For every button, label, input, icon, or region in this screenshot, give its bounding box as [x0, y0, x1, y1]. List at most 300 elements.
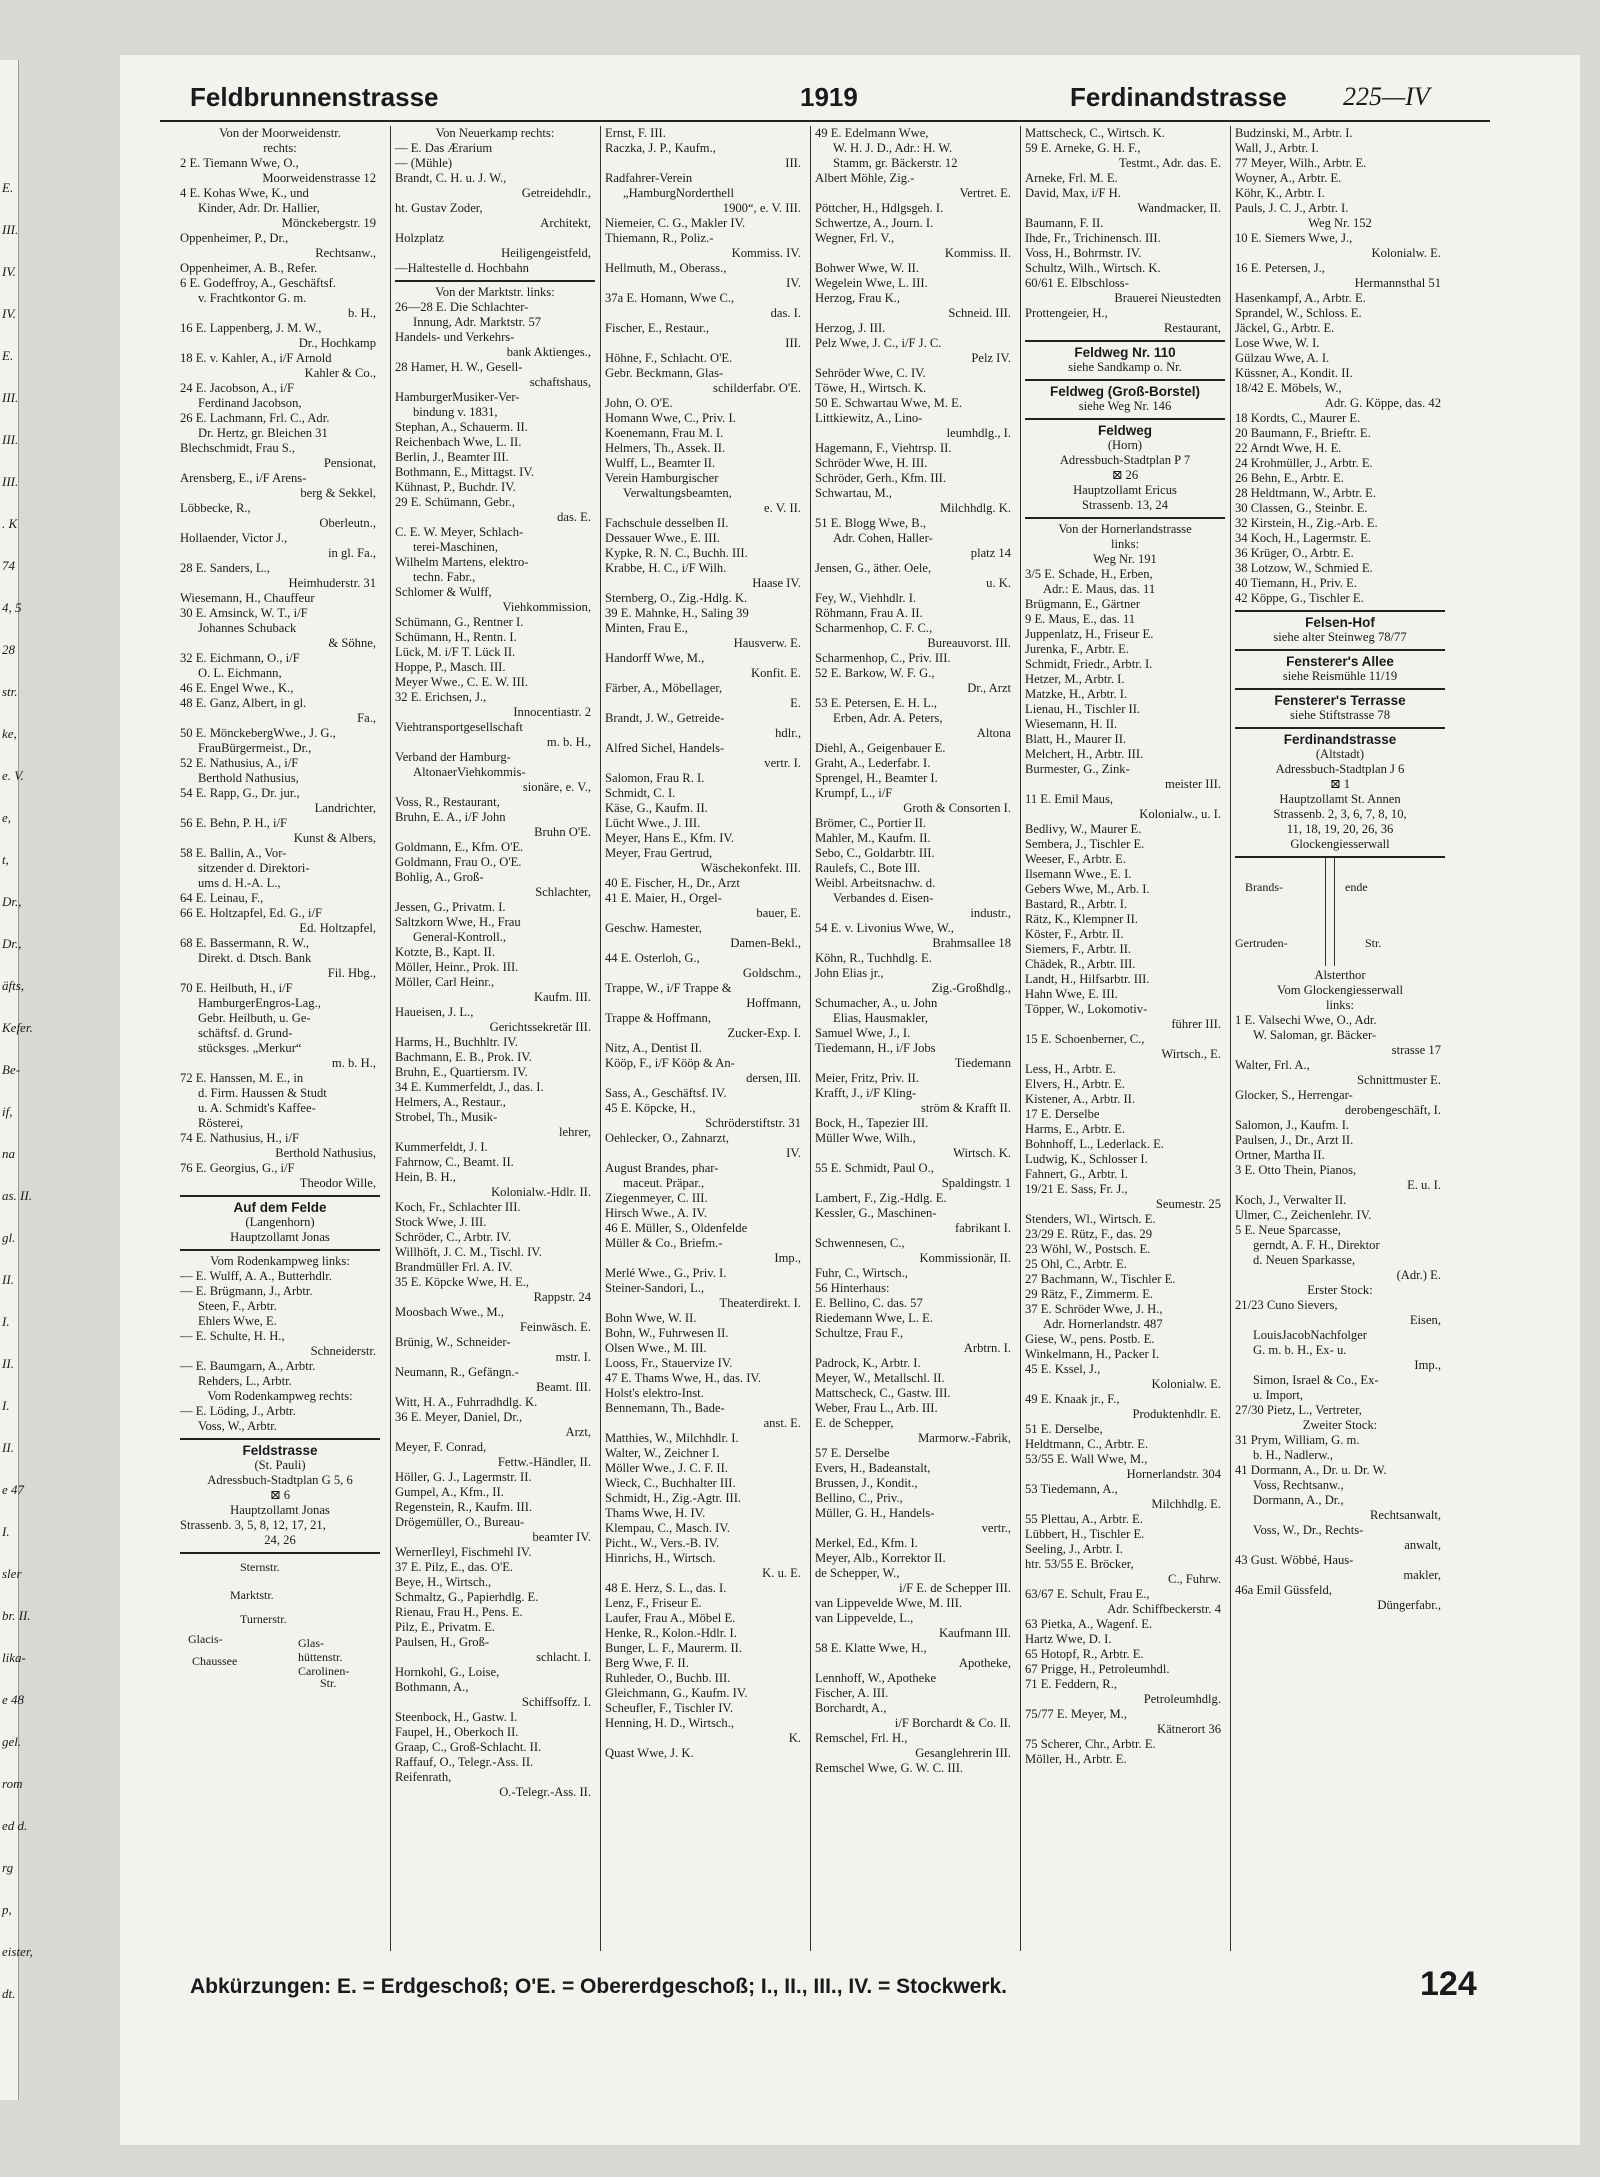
directory-entry: Architekt, — [540, 216, 591, 230]
directory-entry: 63 Pietka, A., Wagenf. E. — [1025, 1617, 1153, 1631]
directory-entry: Bohn, W., Fuhrwesen II. — [605, 1326, 729, 1340]
margin-fragment: 28 — [2, 642, 15, 657]
directory-entry: schäftsf. d. Grund- — [198, 1026, 293, 1040]
directory-entry: 35 E. Köpcke Wwe, H. E., — [395, 1275, 530, 1289]
directory-entry: Bohnhoff, L., Lederlack. E. — [1025, 1137, 1164, 1151]
directory-entry: Fischer, A. III. — [815, 1686, 889, 1700]
sketch-road — [1325, 858, 1335, 966]
directory-entry: Kessler, G., Maschinen- — [815, 1206, 937, 1220]
directory-entry: Schnittmuster E. — [1357, 1073, 1441, 1087]
directory-entry: 50 E. MönckebergWwe., J. G., — [180, 726, 336, 740]
directory-entry: Arbtrn. I. — [963, 1341, 1011, 1355]
directory-entry: Geschw. Hamester, — [605, 921, 702, 935]
directory-entry: Wiesemann, H., Chauffeur — [180, 591, 315, 605]
directory-entry: Löbbecke, R., — [180, 501, 251, 515]
directory-entry: Schneid. III. — [948, 306, 1011, 320]
directory-entry: Imp., — [1414, 1358, 1441, 1372]
directory-entry: Hetzer, M., Arbtr. I. — [1025, 672, 1125, 686]
directory-entry: rechts: — [263, 141, 297, 155]
directory-entry: Homann Wwe, C., Priv. I. — [605, 411, 736, 425]
header-left-street: Feldbrunnenstrasse — [190, 82, 439, 112]
directory-entry: Bennemann, Th., Bade- — [605, 1401, 725, 1415]
directory-entry: 11, 18, 19, 20, 26, 36 — [1286, 822, 1394, 836]
margin-fragment: III. — [2, 432, 19, 447]
directory-entry: FrauBürgermeist., Dr., — [198, 741, 312, 755]
sketch-street-label: Str. — [1365, 936, 1382, 950]
directory-entry: i/F Borchardt & Co. II. — [894, 1716, 1011, 1730]
directory-entry: vertr., — [981, 1521, 1011, 1535]
sketch-street-label: Turnerstr. — [240, 1612, 287, 1626]
directory-entry: 21/23 Cuno Sievers, — [1235, 1298, 1338, 1312]
directory-entry: Bruhn, E., Quartiersm. IV. — [395, 1065, 528, 1079]
directory-entry: E. u. I. — [1407, 1178, 1441, 1192]
directory-entry: ums d. H.-A. L., — [198, 876, 281, 890]
directory-entry: 52 E. Nathusius, A., i/F — [180, 756, 299, 770]
directory-entry: Oppenheimer, A. B., Refer. — [180, 261, 318, 275]
directory-entry: Möller Wwe., J. C. F. II. — [605, 1461, 728, 1475]
directory-entry: Adr. Hornerlandstr. 487 — [1043, 1317, 1163, 1331]
directory-entry: siehe Sandkamp o. Nr. — [1068, 360, 1182, 374]
directory-entry: Bohn Wwe, W. II. — [605, 1311, 697, 1325]
directory-entry: Giese, W., pens. Postb. E. — [1025, 1332, 1155, 1346]
directory-entry: Mattscheck, C., Gastw. III. — [815, 1386, 951, 1400]
directory-entry: 46a Emil Güssfeld, — [1235, 1583, 1332, 1597]
directory-entry: Siemers, F., Arbtr. II. — [1025, 942, 1132, 956]
directory-entry: Rösterei, — [198, 1116, 244, 1130]
directory-entry: Scharmenhop, C. F. C., — [815, 621, 933, 635]
column-2 — [395, 126, 595, 1951]
section-heading: Feldweg Nr. 110 — [1025, 340, 1225, 360]
directory-entry: AltonaerViehkommis- — [413, 765, 526, 779]
directory-entry: Lücht Wwe., J. III. — [605, 816, 701, 830]
directory-entry: ström & Krafft II. — [920, 1101, 1011, 1115]
margin-fragment: e, — [2, 810, 12, 825]
directory-entry: Adr.: E. Maus, das. 11 — [1043, 582, 1156, 596]
directory-entry: Adr. Schiffbeckerstr. 4 — [1107, 1602, 1221, 1616]
directory-entry: Glocker, S., Herrengar- — [1235, 1088, 1353, 1102]
directory-entry: Bunger, L. F., Maurerm. II. — [605, 1641, 742, 1655]
directory-entry: Voss, W., Arbtr. — [198, 1419, 277, 1433]
directory-entry: Schultz, Wilh., Wirtsch. K. — [1025, 261, 1161, 275]
directory-entry: (Altstadt) — [1315, 747, 1365, 761]
directory-entry: Steenbock, H., Gastw. I. — [395, 1710, 518, 1724]
margin-fragment: str. — [2, 684, 18, 699]
directory-entry: Albert Möhle, Zig.- — [815, 171, 915, 185]
directory-entry: Pauls, J. C. J., Arbtr. I. — [1235, 201, 1349, 215]
directory-entry: 26 Behn, E., Arbtr. E. — [1235, 471, 1344, 485]
directory-entry: Graap, C., Groß-Schlacht. II. — [395, 1740, 542, 1754]
directory-entry: Arzt, — [565, 1425, 591, 1439]
margin-fragment: lika- — [2, 1650, 26, 1665]
directory-entry: 39 E. Mahnke, H., Saling 39 — [605, 606, 749, 620]
directory-entry: Diehl, A., Geigenbauer E. — [815, 741, 946, 755]
directory-entry: Hagemann, F., Viehtrsp. II. — [815, 441, 952, 455]
directory-entry: das. I. — [770, 306, 801, 320]
directory-entry: Fil. Hbg., — [327, 966, 376, 980]
directory-entry: Arneke, Frl. M. E. — [1025, 171, 1118, 185]
directory-entry: Wäschekonfekt. III. — [700, 861, 801, 875]
header-right-street: Ferdinandstrasse — [1070, 82, 1287, 112]
margin-fragment: E. — [2, 180, 14, 195]
directory-entry: b. H., — [348, 306, 376, 320]
directory-entry: Padrock, K., Arbtr. I. — [815, 1356, 921, 1370]
directory-entry: Strassenb. 3, 5, 8, 12, 17, 21, — [180, 1518, 326, 1532]
directory-entry: Fuhr, C., Wirtsch., — [815, 1266, 908, 1280]
directory-entry: 54 E. v. Livonius Wwe, W., — [815, 921, 954, 935]
directory-entry: Remschel Wwe, G. W. C. III. — [815, 1761, 964, 1775]
directory-entry: m. b. H., — [331, 1056, 376, 1070]
directory-entry: Looss, Fr., Stauervize IV. — [605, 1356, 733, 1370]
directory-entry: Adressbuch-Stadtplan G 5, 6 — [207, 1473, 353, 1487]
directory-entry: Willhöft, J. C. M., Tischl. IV. — [395, 1245, 542, 1259]
margin-fragment: I. — [2, 1524, 10, 1539]
directory-entry: Beamt. III. — [536, 1380, 591, 1394]
directory-entry: Haase IV. — [752, 576, 801, 590]
directory-entry: David, Max, i/F H. — [1025, 186, 1121, 200]
directory-entry: Wandmacker, II. — [1137, 201, 1221, 215]
directory-entry: Seeling, J., Arbtr. I. — [1025, 1542, 1123, 1556]
directory-entry: lehrer, — [558, 1125, 591, 1139]
directory-entry: Blatt, H., Maurer II. — [1025, 732, 1127, 746]
directory-entry: siehe Stiftstrasse 78 — [1289, 708, 1391, 722]
directory-entry: Burmester, G., Zink- — [1025, 762, 1130, 776]
directory-entry: Brandt, J. W., Getreide- — [605, 711, 725, 725]
directory-entry: Vom Glockengiesserwall — [1276, 983, 1404, 997]
directory-entry: Schröderstiftstr. 31 — [705, 1116, 801, 1130]
directory-entry: Pensionat, — [323, 456, 376, 470]
directory-entry: Lübbert, H., Tischler E. — [1025, 1527, 1145, 1541]
directory-entry: 49 E. Edelmann Wwe, — [815, 126, 929, 140]
directory-entry: Ziegenmeyer, C. III. — [605, 1191, 708, 1205]
directory-entry: Wiesemann, H. II. — [1025, 717, 1118, 731]
directory-entry: Handorff Wwe, M., — [605, 651, 705, 665]
directory-entry: 34 E. Kummerfeldt, J., das. I. — [395, 1080, 544, 1094]
directory-entry: Goldmann, E., Kfm. O'E. — [395, 840, 524, 854]
directory-entry: 18 E. v. Kahler, A., i/F Arnold — [180, 351, 332, 365]
margin-fragment: I. — [2, 1314, 10, 1329]
directory-entry: 56 E. Behn, P. H., i/F — [180, 816, 288, 830]
directory-entry: Stenders, Wl., Wirtsch. E. — [1025, 1212, 1156, 1226]
directory-entry: Fettw.-Händler, II. — [497, 1455, 591, 1469]
directory-entry: führer III. — [1171, 1017, 1221, 1031]
column-divider — [390, 126, 391, 1951]
directory-entry: Salomon, Frau R. I. — [605, 771, 705, 785]
margin-fragment: II. — [2, 1440, 14, 1455]
directory-entry: Steen, F., Arbtr. — [198, 1299, 277, 1313]
directory-entry: Schmaltz, G., Papierhdlg. E. — [395, 1590, 539, 1604]
directory-entry: Berlin, J., Beamter III. — [395, 450, 509, 464]
directory-entry: 60/61 E. Elbschloss- — [1025, 276, 1129, 290]
directory-entry: Lenz, F., Friseur E. — [605, 1596, 702, 1610]
directory-entry: sionäre, e. V., — [522, 780, 591, 794]
directory-entry: Hoffmann, — [746, 996, 801, 1010]
directory-entry: Verwaltungsbeamten, — [623, 486, 732, 500]
page-number: 124 — [1420, 1965, 1477, 2003]
directory-entry: Krafft, J., i/F Kling- — [815, 1086, 917, 1100]
directory-entry: Melchert, H., Arbtr. III. — [1025, 747, 1144, 761]
directory-entry: Strassenb. 13, 24 — [1081, 498, 1169, 512]
directory-entry: Kaufmann III. — [938, 1626, 1011, 1640]
directory-entry: Littkiewitz, A., Lino- — [815, 411, 923, 425]
sketch-street-label: Chaussee — [192, 1654, 238, 1668]
directory-entry: Ruhleder, O., Buchb. III. — [605, 1671, 731, 1685]
directory-entry: siehe Weg Nr. 146 — [1078, 399, 1172, 413]
directory-entry: Chädek, R., Arbtr. III. — [1025, 957, 1136, 971]
directory-entry: beamter IV. — [532, 1530, 591, 1544]
directory-entry: Less, H., Arbtr. E. — [1025, 1062, 1116, 1076]
directory-entry: Scheufler, F., Tischler IV. — [605, 1701, 734, 1715]
directory-entry: 48 E. Herz, S. L., das. I. — [605, 1581, 727, 1595]
directory-entry: Juppenlatz, H., Friseur E. — [1025, 627, 1154, 641]
directory-entry: 51 E. Blogg Wwe, B., — [815, 516, 927, 530]
directory-entry: Holzplatz — [395, 231, 444, 245]
directory-entry: Simon, Israel & Co., Ex- — [1253, 1373, 1379, 1387]
directory-entry: Voss, R., Restaurant, — [395, 795, 500, 809]
margin-fragment: p, — [2, 1902, 12, 1917]
margin-fragment: 74 — [2, 558, 15, 573]
directory-entry: Winkelmann, H., Packer I. — [1025, 1347, 1160, 1361]
directory-entry: Kommiss. IV. — [731, 246, 801, 260]
directory-entry: Bureauvorst. III. — [927, 636, 1011, 650]
directory-entry: 68 E. Bassermann, R. W., — [180, 936, 310, 950]
directory-entry: 27/30 Pietz, L., Vertreter, — [1235, 1403, 1362, 1417]
section-heading: Auf dem Felde — [180, 1195, 380, 1215]
directory-entry: Niemeier, C. G., Makler IV. — [605, 216, 746, 230]
directory-entry: E. de Schepper, — [815, 1416, 894, 1430]
directory-entry: Testmt., Adr. das. E. — [1119, 156, 1221, 170]
directory-entry: Rechtsanwalt, — [1370, 1508, 1441, 1522]
directory-entry: Meyer, F. Conrad, — [395, 1440, 487, 1454]
directory-entry: & Söhne, — [328, 636, 376, 650]
directory-entry: makler, — [1403, 1568, 1441, 1582]
directory-entry: Töpper, W., Lokomotiv- — [1025, 1002, 1148, 1016]
directory-entry: Moosbach Wwe., M., — [395, 1305, 504, 1319]
directory-entry: Petroleumhdlg. — [1143, 1692, 1221, 1706]
directory-entry: Sehröder Wwe, C. IV. — [815, 366, 926, 380]
directory-entry: Helmers, A., Restaur., — [395, 1095, 506, 1109]
directory-entry: 9 E. Maus, E., das. 11 — [1025, 612, 1136, 626]
directory-entry: 76 E. Georgius, G., i/F — [180, 1161, 295, 1175]
directory-entry: Bruhn, E. A., i/F John — [395, 810, 506, 824]
directory-entry: 58 E. Ballin, A., Vor- — [180, 846, 287, 860]
directory-entry: Minten, Frau E., — [605, 621, 688, 635]
directory-entry: Rappstr. 24 — [533, 1290, 591, 1304]
directory-entry: Elvers, H., Arbtr. E. — [1025, 1077, 1126, 1091]
directory-entry: Kinder, Adr. Dr. Hallier, — [198, 201, 320, 215]
directory-entry: 54 E. Rapp, G., Dr. jur., — [180, 786, 300, 800]
directory-entry: „HamburgNorderthell — [623, 186, 734, 200]
directory-entry: General-Kontroll., — [413, 930, 507, 944]
margin-fragment: Dr., — [2, 936, 22, 951]
directory-entry: W. H. J. D., Adr.: H. W. — [833, 141, 953, 155]
directory-entry: Konfit. E. — [750, 666, 801, 680]
directory-entry: Bohlig, A., Groß- — [395, 870, 484, 884]
directory-entry: Dormann, A., Dr., — [1253, 1493, 1344, 1507]
directory-entry: Direkt. d. Dtsch. Bank — [198, 951, 312, 965]
directory-entry: Merlé Wwe., G., Priv. I. — [605, 1266, 727, 1280]
directory-entry: Pelz Wwe, J. C., i/F J. C. — [815, 336, 942, 350]
directory-entry: Schümann, H., Rentn. I. — [395, 630, 517, 644]
sketch-street-label: Sternstr. — [240, 1560, 280, 1574]
margin-fragment: br. II. — [2, 1608, 31, 1623]
directory-entry: 57 E. Derselbe — [815, 1446, 890, 1460]
directory-entry: Tiedemann, H., i/F Jobs — [815, 1041, 936, 1055]
directory-entry: Meyer, Frau Gertrud, — [605, 846, 713, 860]
directory-entry: 11 E. Emil Maus, — [1025, 792, 1114, 806]
section-heading: Fensterer's Allee — [1235, 649, 1445, 669]
directory-entry: Laufer, Frau A., Möbel E. — [605, 1611, 736, 1625]
directory-entry: Getreidehdlr., — [521, 186, 591, 200]
header-page: 225—IV — [1343, 82, 1430, 111]
directory-entry: Graht, A., Lederfabr. I. — [815, 756, 931, 770]
directory-entry: Kommiss. II. — [944, 246, 1011, 260]
abbreviations-legend: Abkürzungen: E. = Erdgeschoß; O'E. = Obererdgeschoß; I., II., III., IV. = Stockwerk. — [190, 1975, 1008, 1998]
previous-page-edge — [0, 60, 22, 2100]
directory-entry: Klempau, C., Masch. IV. — [605, 1521, 730, 1535]
margin-fragment: III. — [2, 222, 19, 237]
directory-entry: Adressbuch-Stadtplan J 6 — [1275, 762, 1405, 776]
directory-entry: Eisen, — [1409, 1313, 1441, 1327]
directory-entry: Bothmann, E., Mittagst. IV. — [395, 465, 534, 479]
directory-entry: Ortner, Martha II. — [1235, 1148, 1325, 1162]
directory-entry: 41 Dormann, A., Dr. u. Dr. W. — [1235, 1463, 1387, 1477]
directory-entry: Lennhoff, W., Apotheke — [815, 1671, 937, 1685]
directory-entry: Wirtsch. K. — [953, 1146, 1011, 1160]
directory-entry: Meyer, Alb., Korrektor II. — [815, 1551, 946, 1565]
directory-entry: van Lippevelde, L., — [815, 1611, 914, 1625]
directory-entry: Restaurant, — [1163, 321, 1221, 335]
margin-fragment: rom — [2, 1776, 23, 1791]
directory-entry: Adr. G. Köppe, das. 42 — [1324, 396, 1441, 410]
directory-entry: Hauptzollamt St. Annen — [1279, 792, 1401, 806]
directory-entry: schaftshaus, — [529, 375, 591, 389]
directory-entry: Brügmann, E., Gärtner — [1025, 597, 1141, 611]
directory-entry: berg & Sekkel, — [300, 486, 376, 500]
sketch-street-label: Carolinen- — [298, 1664, 350, 1678]
directory-entry: Raczka, J. P., Kaufm., — [605, 141, 716, 155]
margin-fragment: e 48 — [2, 1692, 25, 1707]
directory-entry: Weeser, F., Arbtr. E. — [1025, 852, 1127, 866]
directory-entry: Viehkommission, — [502, 600, 591, 614]
directory-entry: Rehders, L., Arbtr. — [198, 1374, 292, 1388]
directory-entry: Quast Wwe, J. K. — [605, 1746, 694, 1760]
directory-entry: Dr., Arzt — [967, 681, 1011, 695]
directory-entry: Erben, Adr. A. Peters, — [833, 711, 943, 725]
directory-entry: Kühnast, P., Buchdr. IV. — [395, 480, 516, 494]
directory-entry: 17 E. Derselbe — [1025, 1107, 1100, 1121]
directory-entry: Herzog, J. III. — [815, 321, 886, 335]
directory-entry: u. K. — [986, 576, 1011, 590]
directory-entry: 43 Gust. Wöbbé, Haus- — [1235, 1553, 1354, 1567]
directory-entry: Lienau, H., Tischler II. — [1025, 702, 1141, 716]
directory-entry: Brömer, C., Portier II. — [815, 816, 927, 830]
directory-entry: Bastard, R., Arbtr. I. — [1025, 897, 1128, 911]
directory-entry: Riedemann Wwe, L. E. — [815, 1311, 933, 1325]
directory-entry: 46 E. Engel Wwe., K., — [180, 681, 294, 695]
directory-entry: Brauerei Nieustedten — [1114, 291, 1221, 305]
directory-entry: Hirsch Wwe., A. IV. — [605, 1206, 708, 1220]
directory-entry: Thiemann, R., Poliz.- — [605, 231, 714, 245]
directory-entry: Wieck, C., Buchhalter III. — [605, 1476, 736, 1490]
directory-entry: Brandmüller Frl. A. IV. — [395, 1260, 513, 1274]
directory-entry: 74 E. Nathusius, H., i/F — [180, 1131, 299, 1145]
directory-entry: Schmidt, H., Zig.-Agtr. III. — [605, 1491, 742, 1505]
directory-entry: 5 E. Neue Sparcasse, — [1235, 1223, 1341, 1237]
directory-entry: Picht., W., Vers.-B. IV. — [605, 1536, 720, 1550]
directory-entry: ht. Gustav Zoder, — [395, 201, 483, 215]
directory-entry: Nitz, A., Dentist II. — [605, 1041, 702, 1055]
directory-entry: Wulff, L., Beamter II. — [605, 456, 716, 470]
directory-entry: Heiligengeistfeld, — [501, 246, 591, 260]
directory-entry: Müller Wwe, Wilh., — [815, 1131, 916, 1145]
directory-entry: Müller & Co., Briefm.- — [605, 1236, 723, 1250]
directory-entry: i/F E. de Schepper III. — [899, 1581, 1011, 1595]
directory-entry: leumhdlg., I. — [946, 426, 1011, 440]
directory-entry: Strobel, Th., Musik- — [395, 1110, 498, 1124]
directory-entry: Kommissionär, II. — [919, 1251, 1011, 1265]
directory-entry: Kotzte, B., Kapt. II. — [395, 945, 496, 959]
directory-entry: C. E. W. Meyer, Schlach- — [395, 525, 524, 539]
directory-entry: siehe Reismühle 11/19 — [1282, 669, 1398, 683]
sketch-street-label: Glas- — [298, 1636, 324, 1650]
directory-entry: e. V. II. — [764, 501, 801, 515]
directory-entry: 16 E. Lappenberg, J. M. W., — [180, 321, 322, 335]
directory-entry: Fahrnow, C., Beamt. II. — [395, 1155, 514, 1169]
directory-entry: Kypke, R. N. C., Buchh. III. — [605, 546, 748, 560]
directory-entry: Harms, E., Arbtr. E. — [1025, 1122, 1126, 1136]
directory-entry: Produktenhdlr. E. — [1132, 1407, 1221, 1421]
column-3 — [605, 126, 805, 1951]
directory-entry: d. Firm. Haussen & Studt — [198, 1086, 327, 1100]
directory-entry: Hausverw. E. — [733, 636, 801, 650]
directory-entry: Feinwäsch. E. — [520, 1320, 591, 1334]
directory-entry: Ernst, F. III. — [605, 126, 666, 140]
directory-entry: strasse 17 — [1391, 1043, 1441, 1057]
directory-entry: John Elias jr., — [815, 966, 884, 980]
directory-entry: Verein Hamburgischer — [605, 471, 719, 485]
directory-entry: Budzinski, M., Arbtr. I. — [1235, 126, 1353, 140]
directory-entry: hdlr., — [775, 726, 801, 740]
margin-fragment: Be- — [2, 1062, 21, 1077]
directory-entry: Höller, G. J., Lagermstr. II. — [395, 1470, 532, 1484]
directory-entry: Bock, H., Tapezier III. — [815, 1116, 929, 1130]
directory-entry: Raulefs, C., Bote III. — [815, 861, 921, 875]
directory-entry: 30 E. Amsinck, W. T., i/F — [180, 606, 308, 620]
directory-entry: Adressbuch-Stadtplan P 7 — [1059, 453, 1191, 467]
directory-entry: 50 E. Schwartau Wwe, M. E. — [815, 396, 963, 410]
directory-entry: Wirtsch., E. — [1161, 1047, 1221, 1061]
directory-entry: 65 Hotopf, R., Arbtr. E. — [1025, 1647, 1144, 1661]
directory-entry: Ed. Holtzapfel, — [299, 921, 376, 935]
directory-entry: — E. Das Ærarium — [395, 141, 493, 155]
section-heading: Ferdinandstrasse — [1235, 727, 1445, 747]
directory-entry: Theodor Wille, — [299, 1176, 376, 1190]
directory-entry: Von der Moorweidenstr. — [219, 126, 341, 140]
directory-entry: Koch, Fr., Schlachter III. — [395, 1200, 521, 1214]
directory-entry: 70 E. Heilbuth, H., i/F — [180, 981, 293, 995]
directory-entry: 53 Tiedemann, A., — [1025, 1482, 1118, 1496]
directory-entry: 32 Kirstein, H., Zig.-Arb. E. — [1235, 516, 1378, 530]
directory-entry: Hollaender, Victor J., — [180, 531, 288, 545]
directory-entry: Schmidt, Friedr., Arbtr. I. — [1025, 657, 1153, 671]
directory-entry: Imp., — [774, 1251, 801, 1265]
directory-entry: Düngerfabr., — [1377, 1598, 1441, 1612]
directory-entry: Hauptzollamt Jonas — [230, 1503, 330, 1517]
directory-entry: Ulmer, C., Zeichenlehr. IV. — [1235, 1208, 1372, 1222]
directory-entry: Milchhdlg. K. — [939, 501, 1011, 515]
directory-entry: techn. Fabr., — [413, 570, 476, 584]
directory-entry: 55 Plettau, A., Arbtr. E. — [1025, 1512, 1143, 1526]
